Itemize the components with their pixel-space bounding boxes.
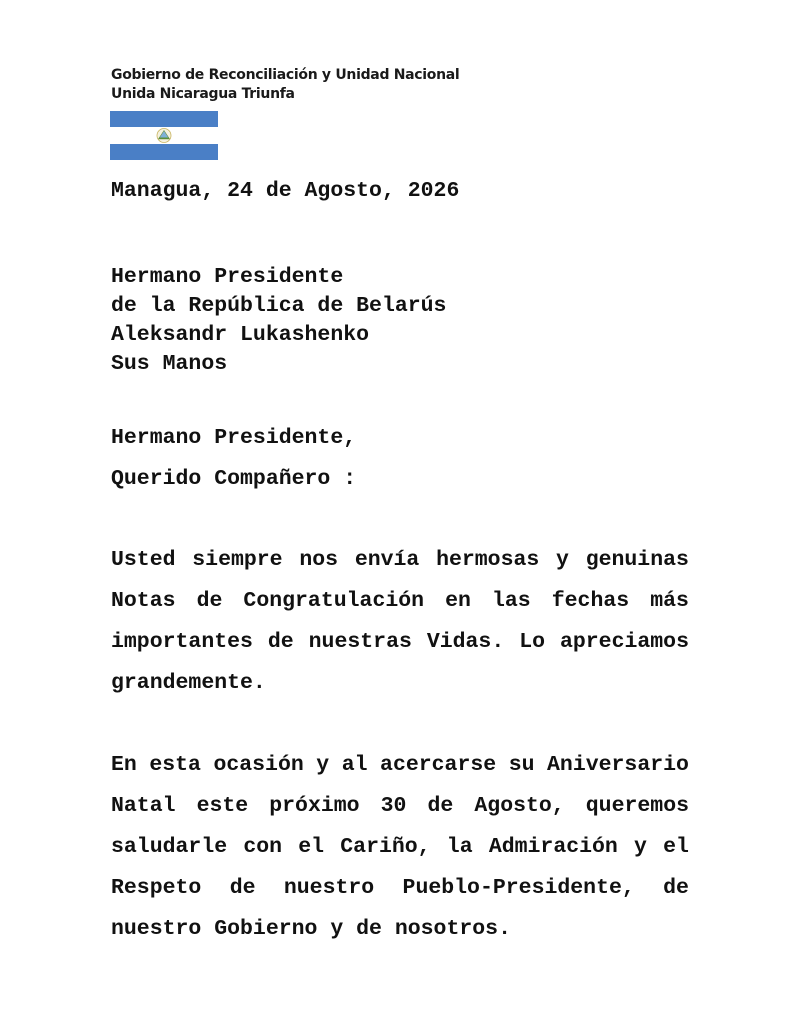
paragraph-line: Respeto de nuestro Pueblo-Presidente, de — [111, 876, 689, 900]
letter-date: Managua, 24 de Agosto, 2026 — [111, 179, 460, 203]
letterhead — [111, 66, 459, 104]
addressee-block — [111, 263, 446, 379]
addressee-line: Aleksandr Lukashenko — [111, 323, 370, 347]
paragraph-line: Natal este próximo 30 de Agosto, queremos — [111, 794, 689, 818]
body-paragraph-1 — [111, 540, 689, 704]
salutation-block — [111, 418, 356, 500]
paragraph-line: saludarle con el Cariño, la Admiración y el — [111, 835, 689, 859]
coat-of-arms-icon — [157, 129, 171, 143]
addressee-line: de la República de Belarús — [111, 294, 447, 318]
paragraph-line: nuestro Gobierno y de nosotros. — [111, 917, 511, 941]
body-paragraph-2 — [111, 745, 689, 950]
paragraph-line: Notas de Congratulación en las fechas más — [111, 589, 689, 613]
letterhead-slogan: Unida Nicaragua Triunfa — [111, 86, 295, 102]
nicaragua-flag-icon — [110, 111, 218, 160]
salutation-line: Querido Compañero : — [111, 467, 357, 491]
paragraph-line: En esta ocasión y al acercarse su Aniversario — [111, 753, 689, 777]
letterhead-government-name: Gobierno de Reconciliación y Unidad Nacional — [111, 67, 460, 83]
paragraph-line: importantes de nuestras Vidas. Lo apreciamos — [111, 630, 689, 654]
addressee-line: Hermano Presidente — [111, 265, 344, 289]
salutation-line: Hermano Presidente, — [111, 426, 357, 450]
addressee-line: Sus Manos — [111, 352, 228, 376]
paragraph-line: Usted siempre nos envía hermosas y genuinas — [111, 548, 689, 572]
paragraph-line: grandemente. — [111, 671, 266, 695]
